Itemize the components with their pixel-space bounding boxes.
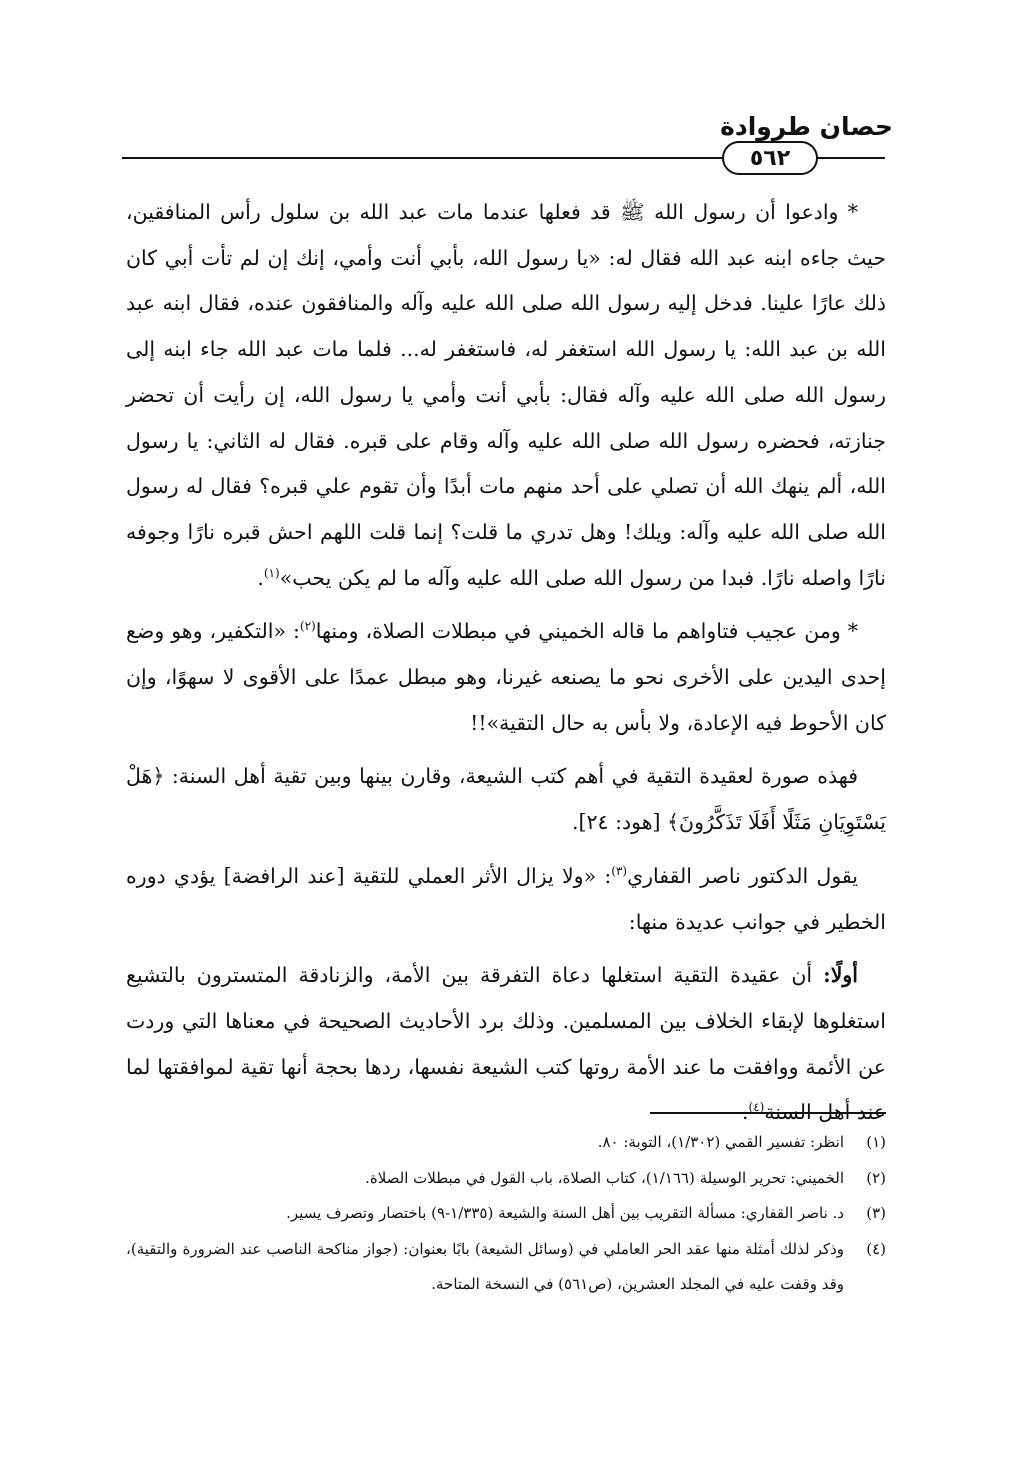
footnote-number: (٣)	[866, 1204, 886, 1222]
footnote-3	[126, 1196, 886, 1232]
page-number-label: ٥٦٢	[749, 145, 791, 171]
paragraph-5	[126, 953, 886, 1136]
footnote-number: (٤)	[866, 1239, 886, 1258]
p5-line3: وردت عن الأئمة ووافقت ما عند الأمة روتها كتب الشيعة نفسها، ردها بحجة أنها تقية	[126, 1008, 886, 1079]
p2-line1b: : «التكفير،	[209, 619, 300, 644]
p2-line1a: * ومن عجيب فتاواهم ما قاله الخميني في مبطلات الصلاة، ومنها	[315, 619, 858, 644]
p1-line2: حيث جاءه ابنه عبد الله فقال له: «يا رسول الله، بأبي أنت وأمي، إنك إن لم تأت أبي	[164, 245, 886, 270]
paragraph-2	[126, 609, 886, 746]
p5-end: .	[741, 1100, 749, 1125]
paragraph-4	[126, 854, 886, 945]
p3-line1: فهذه صورة لعقيدة التقية في أهم كتب الشيعة، وقارن بينها وبين تقية أهل السنة: ﴿هَلْ	[126, 764, 858, 789]
p5-line1: أن عقيدة التقية استغلها دعاة التفرقة بين الأمة، والزنادقة المتسترون بالتشيع	[126, 963, 824, 988]
footnote-4	[126, 1232, 886, 1303]
p5-line4: لموافقتها لما عند أهل السنة	[126, 1054, 886, 1125]
p1-line7: يا رسول الله، ألم ينهك الله أن تصلي على أحد منهم مات أبدًا وأن تقوم علي قبره؟ فقال	[126, 428, 886, 499]
p1-line1: * وادعوا أن رسول الله ﷺ قد فعلها عندما مات عبد الله بن سلول رأس المنافقين،	[126, 200, 858, 224]
footnote-ref-1[interactable]: (١)	[263, 565, 280, 580]
footnote-rule	[650, 1112, 886, 1114]
page-number	[722, 141, 818, 175]
p5-lead: أولًا:	[823, 963, 858, 988]
p4-line1b: : «ولا يزال الأثر العملي للتقية [عند الرافضة] يؤدي	[173, 863, 612, 888]
p1-line4: ابنه عبد الله بن عبد الله: يا رسول الله استغفر له، فاستغفر له... فلما مات عبد الله	[126, 291, 886, 362]
footnote-ref-3[interactable]: (٣)	[611, 864, 628, 879]
book-title: حصان طروادة	[720, 112, 893, 141]
footnote-number: (٢)	[866, 1168, 886, 1187]
footnote-text: د. ناصر القفاري: مسألة التقريب بين أهل السنة والشيعة (١/٣٣٥-٩) باختصار وتصرف يسير.	[286, 1204, 844, 1222]
footnote-text: الخميني: تحرير الوسيلة (١/١٦٦)، كتاب الصلاة، باب القول في مبطلات الصلاة.	[365, 1168, 844, 1187]
footnote-1	[126, 1125, 886, 1161]
paragraph-3	[126, 754, 886, 845]
p1-line8: له رسول الله صلى الله عليه وآله: ويلك! وهل تدري ما قلت؟ إنما قلت اللهم احش قبره	[126, 474, 886, 544]
footnote-text: وذكر لذلك أمثلة منها عقد الحر العاملي في (وسائل الشيعة) بابًا بعنوان: (جواز مناكحة الناصب عند الضرورة والتقية)، وقد وقفت عليه في المجلد العشرين، (ص٥٦١) في النسخة المتاحة.	[126, 1239, 844, 1293]
p1-line3: كان ذلك عارًا علينا. فدخل إليه رسول الله صلى الله عليه وآله والمنافقون عنده، فقال	[126, 245, 886, 316]
footnotes	[126, 1125, 886, 1303]
footnote-number: (١)	[866, 1133, 886, 1151]
footnote-text: انظر: تفسير القمي (١/٣٠٢)، التوبة: ٨٠.	[597, 1133, 844, 1151]
p2-line3: لا سهوًا، وإن كان الأحوط فيه الإعادة، ولا بأس به حال التقية»!!	[126, 665, 886, 735]
footnote-ref-2[interactable]: (٢)	[299, 619, 316, 634]
p1-line9: نارًا وجوفه نارًا واصله نارًا. فبدا من رسول الله صلى الله عليه وآله ما لم يكن يحب»	[126, 519, 886, 590]
footnote-ref-4[interactable]: (٤)	[748, 1100, 765, 1115]
p1-end: .	[257, 565, 264, 590]
p1-line6: أن تحضر جنازته، فحضره رسول الله صلى الله عليه وآله وقام على قبره. فقال له الثاني:	[126, 382, 886, 453]
p2-line2: وهو وضع إحدى اليدين على الأخرى نحو ما يصنعه غيرنا، وهو مبطل عمدًا على الأقوى	[126, 619, 886, 690]
p4-line2: دوره الخطير في جوانب عديدة منها:	[126, 863, 886, 934]
p4-line1a: يقول الدكتور ناصر القفاري	[627, 863, 858, 888]
body-text	[126, 190, 886, 1144]
p5-line2: استغلوها لإبقاء الخلاف بين المسلمين. وذلك برد الأحاديث الصحيحة في معناها التي	[182, 1008, 886, 1033]
paragraph-1	[126, 190, 886, 601]
p3-line2: يَسْتَوِيَانِ مَثَلًا أَفَلَا تَذَكَّرُونَ﴾ [هود: ٢٤].	[572, 810, 886, 835]
p1-line5: جاء ابنه إلى رسول الله صلى الله عليه وآله فقال: بأبي أنت وأمي يا رسول الله، إن رأيت	[126, 337, 886, 407]
footnote-2	[126, 1161, 886, 1197]
